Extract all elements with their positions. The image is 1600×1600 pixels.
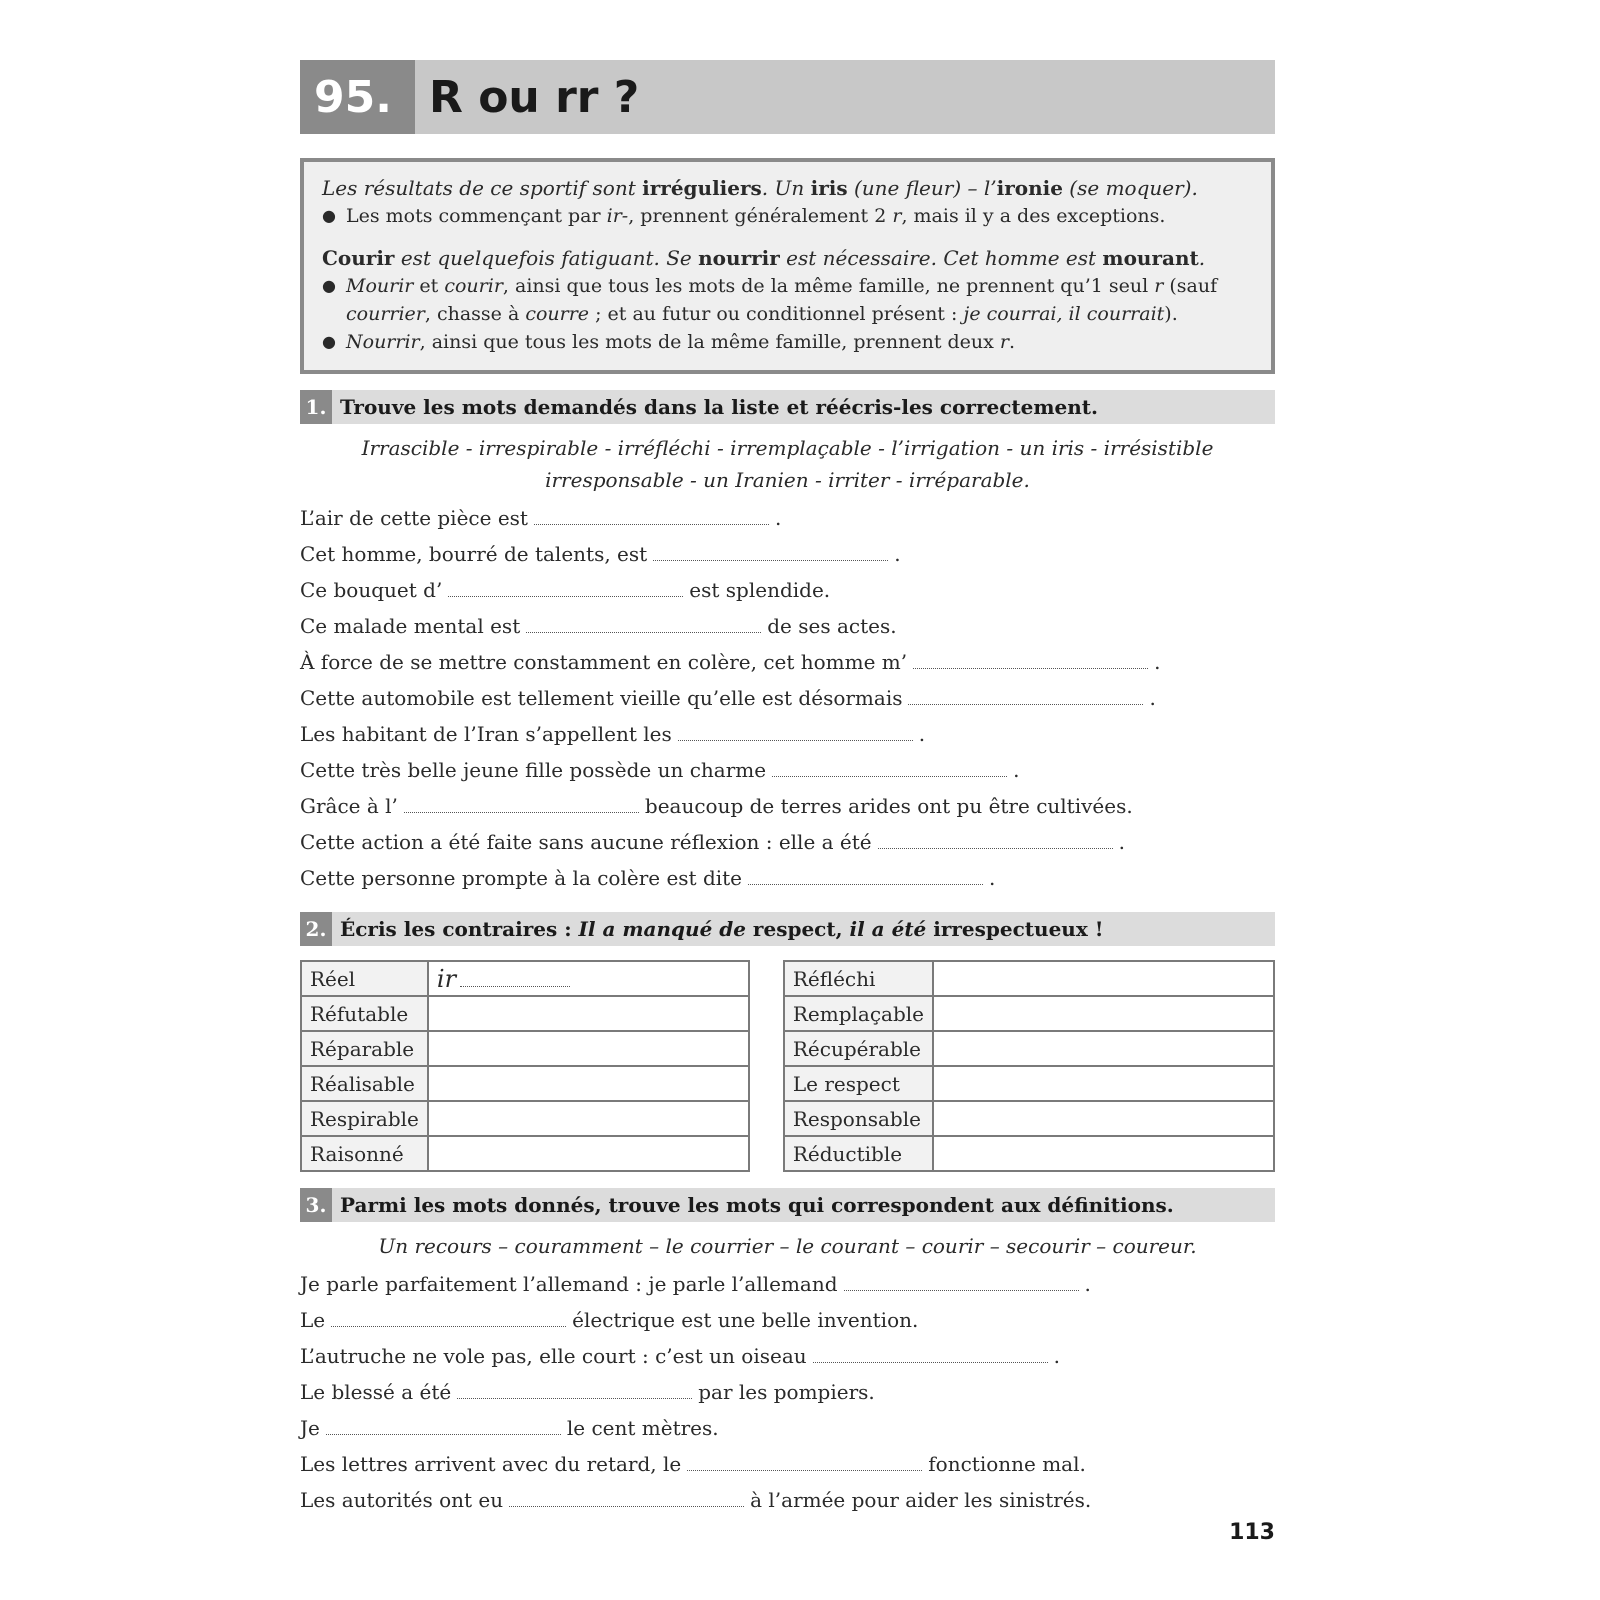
answer-cell[interactable]	[428, 996, 749, 1031]
section-1-title: Trouve les mots demandés dans la liste et réécris-les correctement.	[340, 395, 1098, 419]
section-2-header	[300, 912, 1275, 946]
table-row	[784, 996, 1274, 1031]
answer-blank[interactable]	[678, 720, 913, 741]
table-row	[784, 1066, 1274, 1101]
answer-blank[interactable]	[404, 792, 639, 813]
fill-sentence: Cette personne prompte à la colère est dite .	[300, 866, 996, 890]
fill-sentence: Ce bouquet d’ est splendide.	[300, 578, 831, 602]
table-word: Récupérable	[784, 1031, 933, 1066]
fill-sentence: Le électrique est une belle invention.	[300, 1308, 919, 1332]
section-3-sentences	[300, 1266, 1275, 1518]
rule-example-1: Les résultats de ce sportif sont irréguliers. Un iris (une fleur) – l’ironie (se moquer).	[322, 176, 1198, 200]
section-3-header	[300, 1188, 1275, 1222]
rule-bullet-3: ● Nourrir, ainsi que tous les mots de la même famille, prennent deux r.	[322, 328, 1253, 356]
section-1-sentences	[300, 500, 1275, 896]
exercise-title: R ou rr ?	[429, 71, 640, 123]
fill-sentence: L’autruche ne vole pas, elle court : c’est un oiseau .	[300, 1344, 1060, 1368]
table-row	[301, 1136, 749, 1171]
fill-sentence: Cette automobile est tellement vieille qu’elle est désormais .	[300, 686, 1156, 710]
table-word: Respirable	[301, 1101, 428, 1136]
section-1-header	[300, 390, 1275, 424]
table-row	[784, 961, 1274, 996]
table-row	[784, 1031, 1274, 1066]
section-3-number: 3.	[300, 1188, 332, 1222]
rule-bullet-1: ● Les mots commençant par ir-, prennent généralement 2 r, mais il y a des exceptions.	[322, 202, 1253, 230]
fill-sentence: Les habitant de l’Iran s’appellent les .	[300, 722, 926, 746]
fill-sentence: Cette très belle jeune fille possède un charme .	[300, 758, 1020, 782]
fill-sentence: L’air de cette pièce est .	[300, 506, 782, 530]
table-word: Réductible	[784, 1136, 933, 1171]
answer-cell[interactable]	[933, 996, 1274, 1031]
table-word: Réfléchi	[784, 961, 933, 996]
section-3-title: Parmi les mots donnés, trouve les mots qui correspondent aux définitions.	[340, 1193, 1174, 1217]
section-2-number: 2.	[300, 912, 332, 946]
opposites-table-right	[783, 960, 1275, 1172]
section-2-title: Écris les contraires : Il a manqué de respect, il a été irrespectueux !	[340, 917, 1104, 941]
answer-blank[interactable]	[326, 1414, 561, 1435]
fill-sentence: Les autorités ont eu à l’armée pour aider les sinistrés.	[300, 1488, 1092, 1512]
answer-blank[interactable]	[908, 684, 1143, 705]
answer-blank[interactable]	[457, 1378, 692, 1399]
fill-sentence: Ce malade mental est de ses actes.	[300, 614, 897, 638]
table-word: Raisonné	[301, 1136, 428, 1171]
table-row	[301, 996, 749, 1031]
answer-cell[interactable]	[428, 1136, 749, 1171]
table-word: Réalisable	[301, 1066, 428, 1101]
answer-cell[interactable]	[933, 1066, 1274, 1101]
answer-blank[interactable]	[772, 756, 1007, 777]
table-row	[301, 961, 749, 996]
fill-sentence: Cette action a été faite sans aucune réflexion : elle a été .	[300, 830, 1125, 854]
answer-blank[interactable]	[448, 576, 683, 597]
fill-sentence: Je parle parfaitement l’allemand : je parle l’allemand .	[300, 1272, 1091, 1296]
table-row	[784, 1136, 1274, 1171]
page-number: 113	[1229, 1520, 1275, 1545]
section-3-wordlist: Un recours – couramment – le courrier – le courant – courir – secourir – coureur.	[378, 1234, 1197, 1258]
rule-bullet-2: ● Mourir et courir, ainsi que tous les mots de la même famille, ne prennent qu’1 seul r (sauf courrier, chasse à courre ; et au futur ou conditionnel présent : je courrai, il courrait).	[322, 272, 1253, 328]
answer-blank[interactable]	[844, 1270, 1079, 1291]
section-1-number: 1.	[300, 390, 332, 424]
table-word: Réparable	[301, 1031, 428, 1066]
table-word: Le respect	[784, 1066, 933, 1101]
fill-sentence: Le blessé a été par les pompiers.	[300, 1380, 875, 1404]
answer-blank[interactable]	[534, 504, 769, 525]
answer-cell[interactable]	[933, 961, 1274, 996]
answer-blank[interactable]	[813, 1342, 1048, 1363]
answer-blank[interactable]	[913, 648, 1148, 669]
exercise-header	[300, 60, 1275, 134]
table-row	[301, 1031, 749, 1066]
answer-cell[interactable]	[933, 1031, 1274, 1066]
answer-cell[interactable]	[428, 961, 749, 996]
answer-cell[interactable]	[933, 1101, 1274, 1136]
rule-box	[300, 158, 1275, 374]
answer-blank[interactable]	[331, 1306, 566, 1327]
answer-blank[interactable]	[526, 612, 761, 633]
fill-sentence: Les lettres arrivent avec du retard, le fonctionne mal.	[300, 1452, 1086, 1476]
opposites-table-left	[300, 960, 750, 1172]
table-word: Remplaçable	[784, 996, 933, 1031]
answer-blank[interactable]	[509, 1486, 744, 1507]
answer-blank[interactable]	[687, 1450, 922, 1471]
fill-sentence: À force de se mettre constamment en colère, cet homme m’ .	[300, 650, 1161, 674]
answer-cell[interactable]	[428, 1031, 749, 1066]
exercise-number: 95.	[300, 60, 415, 134]
fill-sentence: Cet homme, bourré de talents, est .	[300, 542, 901, 566]
answer-blank[interactable]	[653, 540, 888, 561]
table-row	[301, 1101, 749, 1136]
table-word: Réel	[301, 961, 428, 996]
answer-blank[interactable]	[878, 828, 1113, 849]
opposites-tables	[300, 960, 1275, 1172]
fill-sentence: Je le cent mètres.	[300, 1416, 719, 1440]
answer-blank[interactable]	[748, 864, 983, 885]
table-row	[301, 1066, 749, 1101]
answer-cell[interactable]	[933, 1136, 1274, 1171]
section-1-wordlist: Irrascible - irrespirable - irréfléchi - irremplaçable - l’irrigation - un iris - irrésistible irresponsable - un Iranien - irriter - irréparable.	[361, 436, 1214, 492]
table-word: Responsable	[784, 1101, 933, 1136]
table-row	[784, 1101, 1274, 1136]
rule-example-2: Courir est quelquefois fatiguant. Se nourrir est nécessaire. Cet homme est mourant.	[322, 246, 1206, 270]
answer-cell[interactable]	[428, 1066, 749, 1101]
answer-cell[interactable]	[428, 1101, 749, 1136]
example-prefix: ir	[436, 964, 457, 993]
worksheet-page	[300, 60, 1275, 1545]
table-word: Réfutable	[301, 996, 428, 1031]
fill-sentence: Grâce à l’ beaucoup de terres arides ont pu être cultivées.	[300, 794, 1133, 818]
